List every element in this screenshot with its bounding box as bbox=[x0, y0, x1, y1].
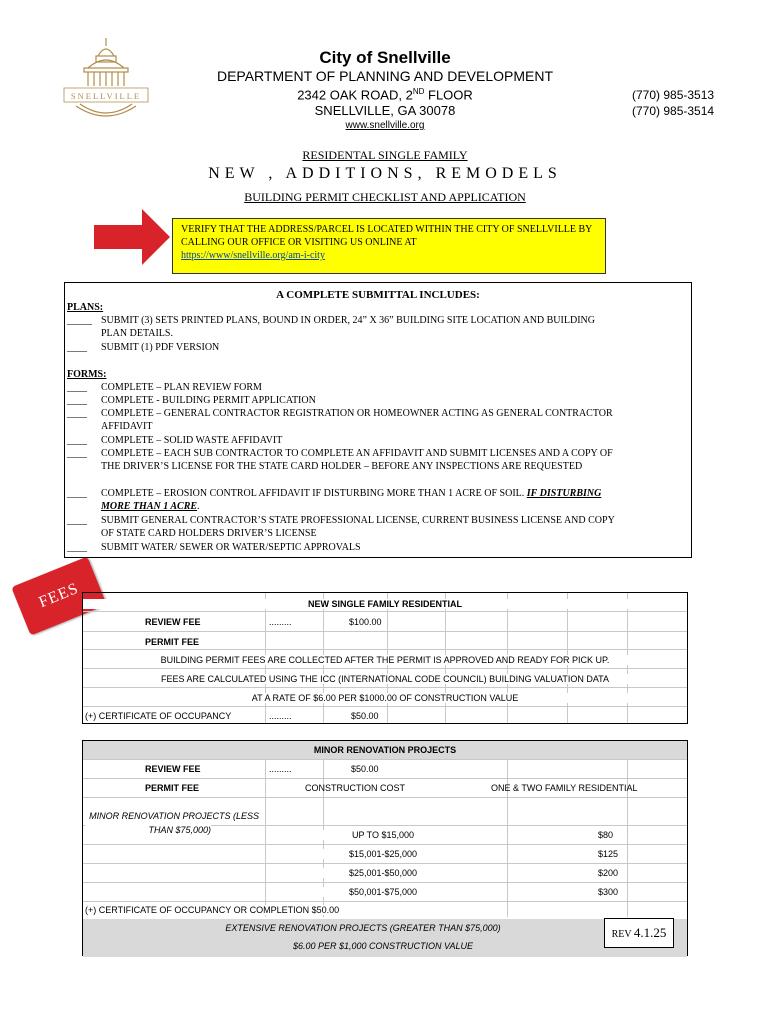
red-arrow-icon bbox=[92, 207, 172, 267]
city-name: City of Snellville bbox=[319, 48, 451, 67]
website-link[interactable]: www.snellville.org bbox=[345, 120, 425, 131]
new-single-family-fee-table bbox=[82, 592, 688, 724]
forms-heading: FORMS: bbox=[67, 369, 107, 380]
checklist-item[interactable]: ____ SUBMIT GENERAL CONTRACTOR’S STATE PROFESSIONAL LICENSE, CURRENT BUSINESS LICENSE AND COPY OF STATE CARD HOLDERS DRIVER’S LICENSE bbox=[67, 515, 615, 539]
table2-heading: MINOR RENOVATION PROJECTS bbox=[313, 745, 457, 755]
checklist-item[interactable]: ____ COMPLETE – GENERAL CONTRACTOR REGISTRATION OR HOMEOWNER ACTING AS GENERAL CONTRACTOR AFFIDAVIT bbox=[67, 408, 613, 432]
checklist-item[interactable]: ____ SUBMIT (1) PDF VERSION bbox=[67, 342, 220, 353]
minor-renovation-label-1: MINOR RENOVATION PROJECTS (LESS bbox=[85, 811, 259, 821]
verify-address-notice bbox=[172, 218, 606, 274]
cost-row-4: $50,001-$75,000 bbox=[323, 887, 443, 897]
cost-row-1: UP TO $15,000 bbox=[323, 830, 443, 840]
phone-numbers bbox=[632, 87, 714, 119]
address-line-2: SNELLVILLE, GA 30078 bbox=[314, 103, 456, 118]
verify-text: VERIFY THAT THE ADDRESS/PARCEL IS LOCATED WITHIN THE CITY OF SNELLVILLE BY CALLING OUR OFFICE OR VISITING US ONLINE AT bbox=[181, 224, 593, 248]
review-fee-value: $100.00 bbox=[349, 617, 382, 627]
revision-number: 4.1.25 bbox=[633, 925, 667, 940]
extensive-renovation-line-2: $6.00 PER $1,000 CONSTRUCTION VALUE bbox=[292, 941, 474, 951]
co-value: $50.00 bbox=[351, 711, 379, 721]
fee-row-1: $80 bbox=[523, 830, 613, 840]
submittal-title: A COMPLETE SUBMITTAL INCLUDES: bbox=[276, 289, 480, 301]
department-name: DEPARTMENT OF PLANNING AND DEVELOPMENT bbox=[216, 68, 554, 84]
phone-1: (770) 985-3513 bbox=[632, 88, 715, 102]
checklist-item[interactable]: ____ COMPLETE – EROSION CONTROL AFFIDAVIT IF DISTURBING MORE THAN 1 ACRE OF SOIL. IF DISTURBING MORE THAN 1 ACRE. bbox=[67, 488, 602, 512]
submittal-checklist bbox=[64, 282, 692, 558]
fee-row-4: $300 bbox=[523, 887, 618, 897]
fees-badge: FEES bbox=[11, 557, 107, 636]
am-i-city-link[interactable]: https://www/snellville.org/am-i-city bbox=[181, 250, 325, 261]
review-fee-label: REVIEW FEE bbox=[145, 617, 201, 627]
fee-note-2: FEES ARE CALCULATED USING THE ICC (INTERNATIONAL CODE COUNCIL) BUILDING VALUATION DATA bbox=[83, 674, 687, 684]
checklist-item[interactable]: ____ COMPLETE – SOLID WASTE AFFIDAVIT bbox=[67, 435, 283, 446]
checklist-item[interactable]: ____ COMPLETE – PLAN REVIEW FORM bbox=[67, 382, 262, 393]
fee-row-3: $200 bbox=[523, 868, 618, 878]
extensive-renovation-line-1: EXTENSIVE RENOVATION PROJECTS (GREATER THAN $75,000) bbox=[225, 923, 501, 933]
revision-box bbox=[604, 918, 674, 948]
co-dots: ......... bbox=[269, 711, 292, 721]
title-residential: RESIDENTAL SINGLE FAMILY bbox=[302, 148, 468, 162]
fee-note-1: BUILDING PERMIT FEES ARE COLLECTED AFTER THE PERMIT IS APPROVED AND READY FOR PICK UP. bbox=[83, 655, 687, 665]
fee-note-3: AT A RATE OF $6.00 PER $1000.00 OF CONSTRUCTION VALUE bbox=[83, 693, 687, 703]
cost-row-2: $15,001-$25,000 bbox=[323, 849, 443, 859]
logo-wordmark: SNELLVILLE bbox=[70, 91, 142, 101]
construction-cost-header: CONSTRUCTION COST bbox=[305, 783, 405, 793]
checklist-item[interactable]: ____ COMPLETE - BUILDING PERMIT APPLICATION bbox=[67, 395, 316, 406]
permit-fee-label-2: PERMIT FEE bbox=[145, 783, 200, 793]
review-fee-label-2: REVIEW FEE bbox=[145, 764, 201, 774]
revision-prefix: REV bbox=[611, 929, 632, 940]
address-line-1: 2342 OAK ROAD, 2ND FLOOR bbox=[297, 87, 473, 103]
acre-emphasis: IF DISTURBING MORE THAN 1 ACRE bbox=[101, 488, 602, 512]
snellville-logo bbox=[58, 34, 154, 126]
minor-renovation-fee-table bbox=[82, 740, 688, 956]
review-fee-dots-2: ......... bbox=[269, 764, 292, 774]
title-checklist: BUILDING PERMIT CHECKLIST AND APPLICATION bbox=[244, 190, 526, 204]
plans-heading: PLANS: bbox=[67, 302, 104, 313]
certificate-completion-label: (+) CERTIFICATE OF OCCUPANCY OR COMPLETION $50.00 bbox=[85, 905, 340, 915]
fee-row-2: $125 bbox=[523, 849, 618, 859]
checklist-item[interactable]: ____ COMPLETE – EACH SUB CONTRACTOR TO COMPLETE AN AFFIDAVIT AND SUBMIT LICENSES AND A COPY OF THE DRIVER’S LICENSE FOR THE STATE CARD HOLDER – BEFORE ANY INSPECTIONS ARE REQUESTED bbox=[67, 448, 613, 472]
table1-heading: NEW SINGLE FAMILY RESIDENTIAL bbox=[83, 599, 687, 609]
cost-row-3: $25,001-$50,000 bbox=[323, 868, 443, 878]
phone-2: (770) 985-3514 bbox=[632, 104, 715, 118]
certificate-occupancy-label: (+) CERTIFICATE OF OCCUPANCY bbox=[85, 711, 232, 721]
checklist-item[interactable]: _____ SUBMIT (3) SETS PRINTED PLANS, BOUND IN ORDER, 24” X 36” BUILDING SITE LOCATION AND BUILDING PLAN DETAILS. bbox=[67, 315, 595, 339]
review-fee-value-2: $50.00 bbox=[351, 764, 379, 774]
permit-fee-label: PERMIT FEE bbox=[145, 637, 200, 647]
review-fee-dots: ......... bbox=[269, 617, 292, 627]
checklist-item[interactable]: ____ SUBMIT WATER/ SEWER OR WATER/SEPTIC APPROVALS bbox=[67, 542, 361, 553]
minor-renovation-label-2: THAN $75,000) bbox=[85, 825, 211, 835]
title-new-additions: NEW , ADDITIONS, REMODELS bbox=[208, 165, 562, 182]
residential-header: ONE & TWO FAMILY RESIDENTIAL bbox=[491, 783, 638, 793]
